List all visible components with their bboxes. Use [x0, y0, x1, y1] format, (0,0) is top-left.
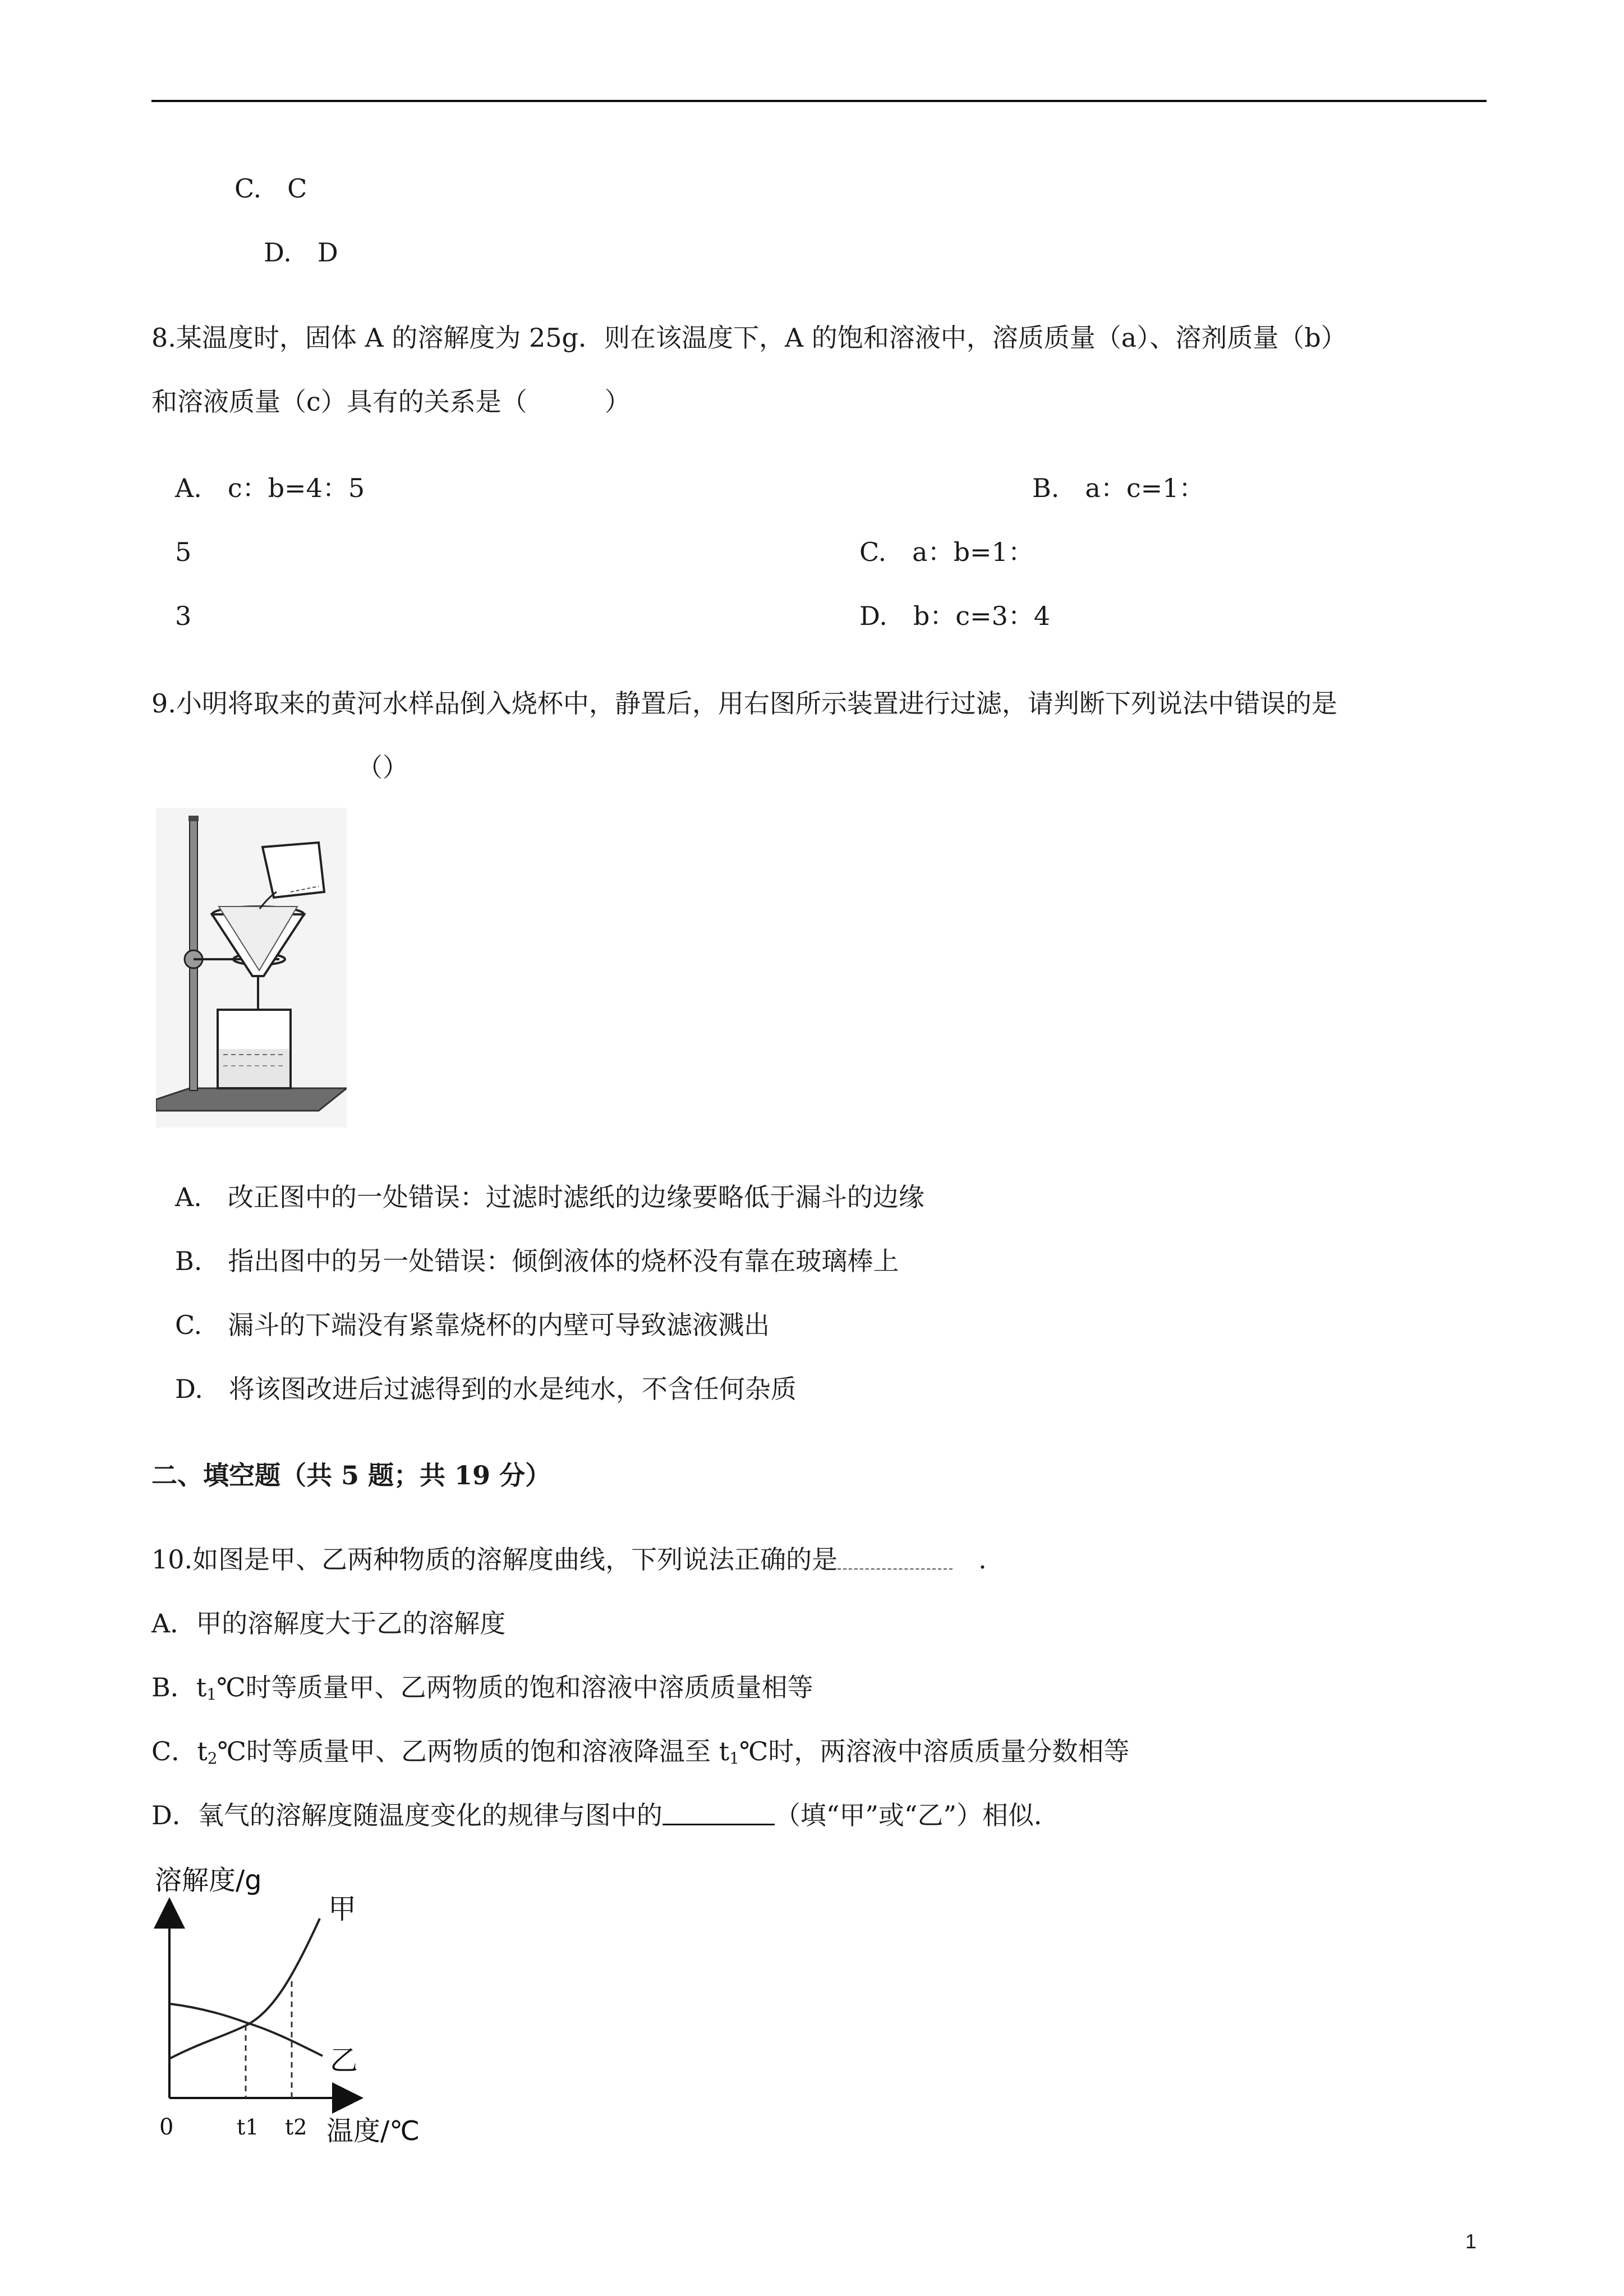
q10-option-c-sub-2: 1 — [729, 1749, 739, 1768]
q9-stem-line2: （） — [357, 752, 408, 783]
q8-option-a: A. c：b=4：5 — [175, 473, 365, 503]
q10-option-d-text: （填“甲”或“乙”）相似． — [774, 1800, 1060, 1830]
q8-option-b: B. a：c=1： — [1032, 473, 1205, 503]
q10-option-b-text: ℃时等质量甲、乙两物质的饱和溶液中溶质质量相等 — [217, 1672, 813, 1703]
q10-option-b-prefix: B．t — [151, 1672, 207, 1703]
q10-stem-text: 10.如图是甲、乙两种物质的溶解度曲线，下列说法正确的是 — [151, 1544, 838, 1575]
solubility-curve-figure — [151, 1857, 443, 2154]
chart-y-axis-label: 溶解度/g — [155, 1865, 262, 1896]
stand-rod-cap — [188, 816, 199, 821]
q10-option-b — [151, 1671, 813, 1704]
q10-option-c-mid: ℃时等质量甲、乙两物质的饱和溶液降温至 t — [217, 1736, 730, 1766]
q10-stem — [151, 1543, 987, 1576]
curve-jia — [169, 1918, 320, 2059]
q10-option-d — [151, 1798, 1060, 1832]
stand-base — [156, 1088, 347, 1111]
q10-option-d-prefix: D．氧气的溶解度随温度变化的规律与图中的 — [151, 1800, 663, 1830]
q10-stem-end: . — [953, 1544, 987, 1575]
q8-wrap-5: 5 — [175, 537, 192, 567]
q10-option-c — [151, 1734, 1129, 1768]
chart-x-axis-label: 温度/℃ — [326, 2115, 420, 2147]
q10-option-b-sub: 1 — [206, 1685, 217, 1704]
chart-origin-label: 0 — [159, 2114, 174, 2140]
q8-stem-line1: 8.某温度时，固体 A 的溶解度为 25g．则在该温度下，A 的饱和溶液中，溶质质量（a）、溶剂质量（b） — [151, 323, 1347, 353]
filtration-apparatus-figure — [156, 808, 347, 1128]
q8-stem-line2: 和溶液质量（c）具有的关系是（ ） — [151, 386, 631, 417]
q7-option-d: D. D — [264, 237, 338, 268]
q10-option-a: A．甲的溶解度大于乙的溶解度 — [151, 1608, 506, 1639]
q9-stem-line1: 9.小明将取来的黄河水样品倒入烧杯中，静置后，用右图所示装置进行过滤，请判断下列说法中错误的是 — [151, 688, 1337, 719]
curve-jia-label: 甲 — [328, 1893, 356, 1925]
q10-option-c-prefix: C．t — [151, 1736, 208, 1766]
q9-option-b: B. 指出图中的另一处错误：倾倒液体的烧杯没有靠在玻璃棒上 — [175, 1246, 899, 1276]
q8-wrap-3: 3 — [175, 601, 192, 631]
header-rule — [151, 100, 1487, 102]
q10-option-c-sub-1: 2 — [207, 1749, 218, 1768]
chart-t2-tick-label: t2 — [285, 2115, 307, 2139]
curve-yi-label: 乙 — [330, 2044, 358, 2077]
q7-option-c: C. C — [234, 173, 307, 204]
section-2-title: 二、填空题（共 5 题；共 19 分） — [151, 1460, 551, 1490]
q9-option-a: A. 改正图中的一处错误：过滤时滤纸的边缘要略低于漏斗的边缘 — [175, 1182, 924, 1212]
q10-answer-blank-2[interactable] — [663, 1799, 775, 1825]
page-number: 1 — [1465, 2230, 1477, 2253]
q8-option-c: C. a：b=1： — [859, 537, 1034, 567]
q9-option-d: D. 将该图改进后过滤得到的水是纯水，不含任何杂质 — [175, 1374, 797, 1404]
pouring-beaker — [263, 843, 324, 898]
q8-option-d: D. b：c=3：4 — [859, 601, 1051, 631]
q9-option-c: C. 漏斗的下端没有紧靠烧杯的内壁可导致滤液溅出 — [175, 1310, 770, 1340]
q10-answer-blank-1[interactable] — [838, 1544, 953, 1570]
chart-t1-tick-label: t1 — [237, 2115, 259, 2139]
q10-option-c-text: ℃时，两溶液中溶质质量分数相等 — [739, 1736, 1130, 1766]
